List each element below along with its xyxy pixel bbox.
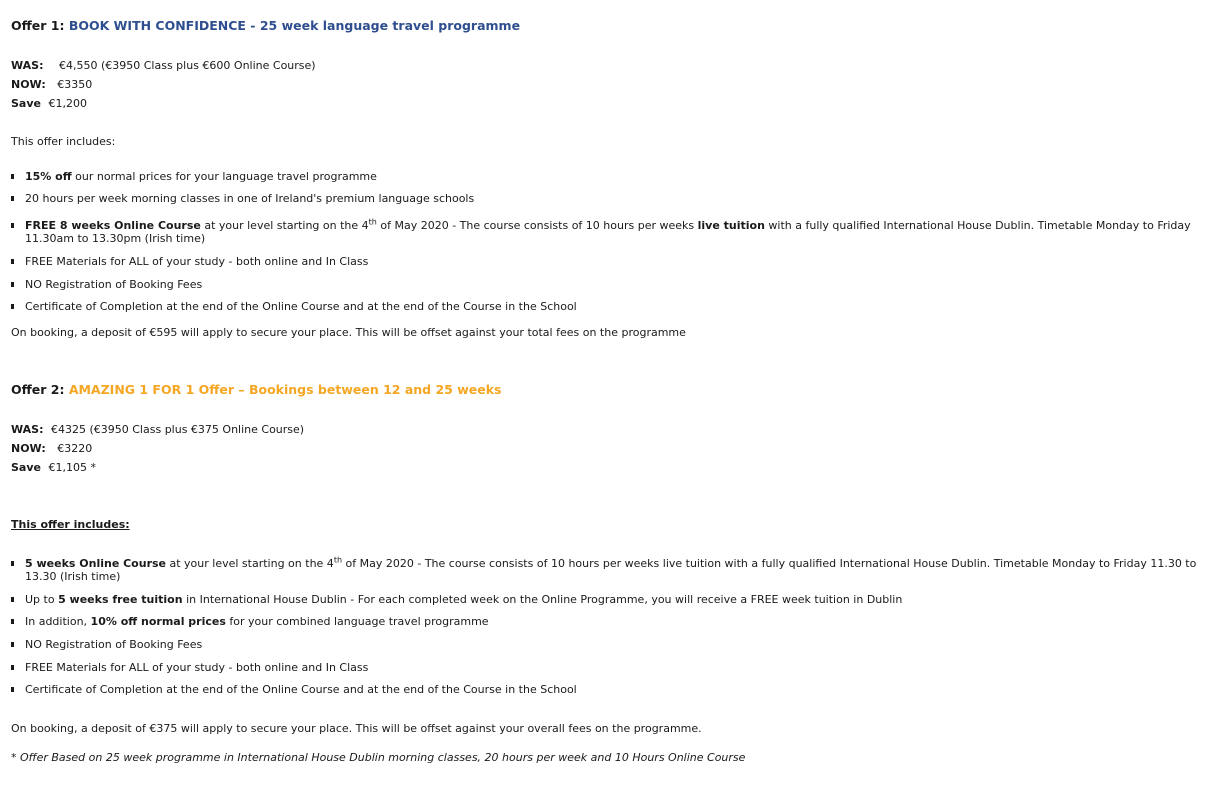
bullet-icon	[11, 597, 14, 602]
superscript: th	[333, 555, 343, 565]
text: Certificate of Completion at the end of the Online Course and at the end of the Course in the School	[25, 683, 577, 696]
offer2-includes-heading: This offer includes:	[11, 518, 130, 531]
offer2-was-value: €4325 (€3950 Class plus €375 Online Course)	[50, 423, 305, 436]
text: NO Registration of Booking Fees	[25, 638, 203, 651]
text: Certificate of Completion at the end of the Online Course and at the end of the Course in the School	[25, 300, 577, 313]
bold-text: 5 weeks free tuition	[58, 593, 183, 606]
offer2-deposit: On booking, a deposit of €375 will apply to secure your place. This will be offset against your overall fees on the programme.	[11, 722, 702, 735]
offer2-heading	[11, 382, 501, 398]
bullet-icon	[11, 619, 14, 624]
offer2-now-line	[11, 442, 92, 456]
text: for your combined language travel programme	[225, 615, 489, 628]
offer2-title: AMAZING 1 FOR 1 Offer – Bookings between 12 and 25 weeks	[68, 382, 502, 397]
offer1-deposit: On booking, a deposit of €595 will apply to secure your place. This will be offset against your total fees on the programme	[11, 326, 686, 339]
offer1-now-line	[11, 78, 92, 92]
offer1-was-label: WAS:	[11, 59, 44, 72]
bullet-icon	[11, 665, 14, 670]
text: 20 hours per week morning classes in one of Ireland's premium language schools	[25, 192, 475, 205]
bullet-icon	[11, 561, 14, 566]
text: with a fully qualified International House Dublin. Timetable Monday to Friday 11.30am to 13.30pm (Irish time)	[25, 219, 1191, 245]
text: at your level starting on the 4	[200, 219, 369, 232]
offer1-was-value: €4,550 (€3950 Class plus €600 Online Course)	[58, 59, 316, 72]
bullet-icon	[11, 304, 14, 309]
offer2-was-label: WAS:	[11, 423, 44, 436]
offer2-label: Offer 2:	[11, 382, 65, 397]
offer2-save-value: €1,105 *	[48, 461, 96, 474]
text: in International House Dublin - For each completed week on the Online Programme, you will receive a FREE week tuition in Dublin	[182, 593, 903, 606]
text: In addition,	[25, 615, 91, 628]
text: FREE Materials for ALL of your study - both online and In Class	[25, 255, 369, 268]
text: Up to	[25, 593, 59, 606]
offer1-title: BOOK WITH CONFIDENCE - 25 week language travel programme	[68, 18, 521, 33]
offer1-now-value: €3350	[57, 78, 93, 91]
bullet-icon	[11, 687, 14, 692]
bullet-icon	[11, 196, 14, 201]
text: of May 2020 - The course consists of 10 hours per weeks	[376, 219, 698, 232]
offer2-now-value: €3220	[57, 442, 93, 455]
offer1-save-value: €1,200	[48, 97, 87, 110]
bold-text: 15% off	[25, 170, 72, 183]
bold-text: 5 weeks Online Course	[25, 557, 166, 570]
bold-text: live tuition	[697, 219, 765, 232]
bullet-icon	[11, 259, 14, 264]
bullet-icon	[11, 642, 14, 647]
bullet-icon	[11, 282, 14, 287]
text: our normal prices for your language travel programme	[71, 170, 377, 183]
offer2-was-line	[11, 423, 304, 437]
offer1-label: Offer 1:	[11, 18, 65, 33]
text: of May 2020 - The course consists of 10 hours per weeks live tuition with a fully qualified International House Dublin. Timetable Monday to Friday 11.30 to 13.30 (Irish time)	[25, 557, 1197, 583]
offer2-now-label: NOW:	[11, 442, 46, 455]
superscript: th	[368, 217, 377, 227]
text: FREE Materials for ALL of your study - both online and In Class	[25, 661, 369, 674]
bullet-icon	[11, 174, 14, 179]
offer1-heading	[11, 18, 520, 34]
text: at your level starting on the 4	[166, 557, 334, 570]
footnote: * Offer Based on 25 week programme in International House Dublin morning classes, 20 hours per week and 10 Hours Online Course	[11, 751, 746, 764]
offer1-save-line	[11, 97, 87, 111]
bold-text: 10% off normal prices	[90, 615, 226, 628]
bold-text: FREE 8 weeks Online Course	[25, 219, 201, 232]
offer1-includes-heading: This offer includes:	[11, 135, 116, 148]
offer2-save-label: Save	[11, 461, 41, 474]
text: NO Registration of Booking Fees	[25, 278, 203, 291]
offer2-save-line	[11, 461, 96, 475]
bullet-icon	[11, 223, 14, 228]
offer1-was-line	[11, 59, 316, 73]
offer1-save-label: Save	[11, 97, 41, 110]
offer1-now-label: NOW:	[11, 78, 46, 91]
